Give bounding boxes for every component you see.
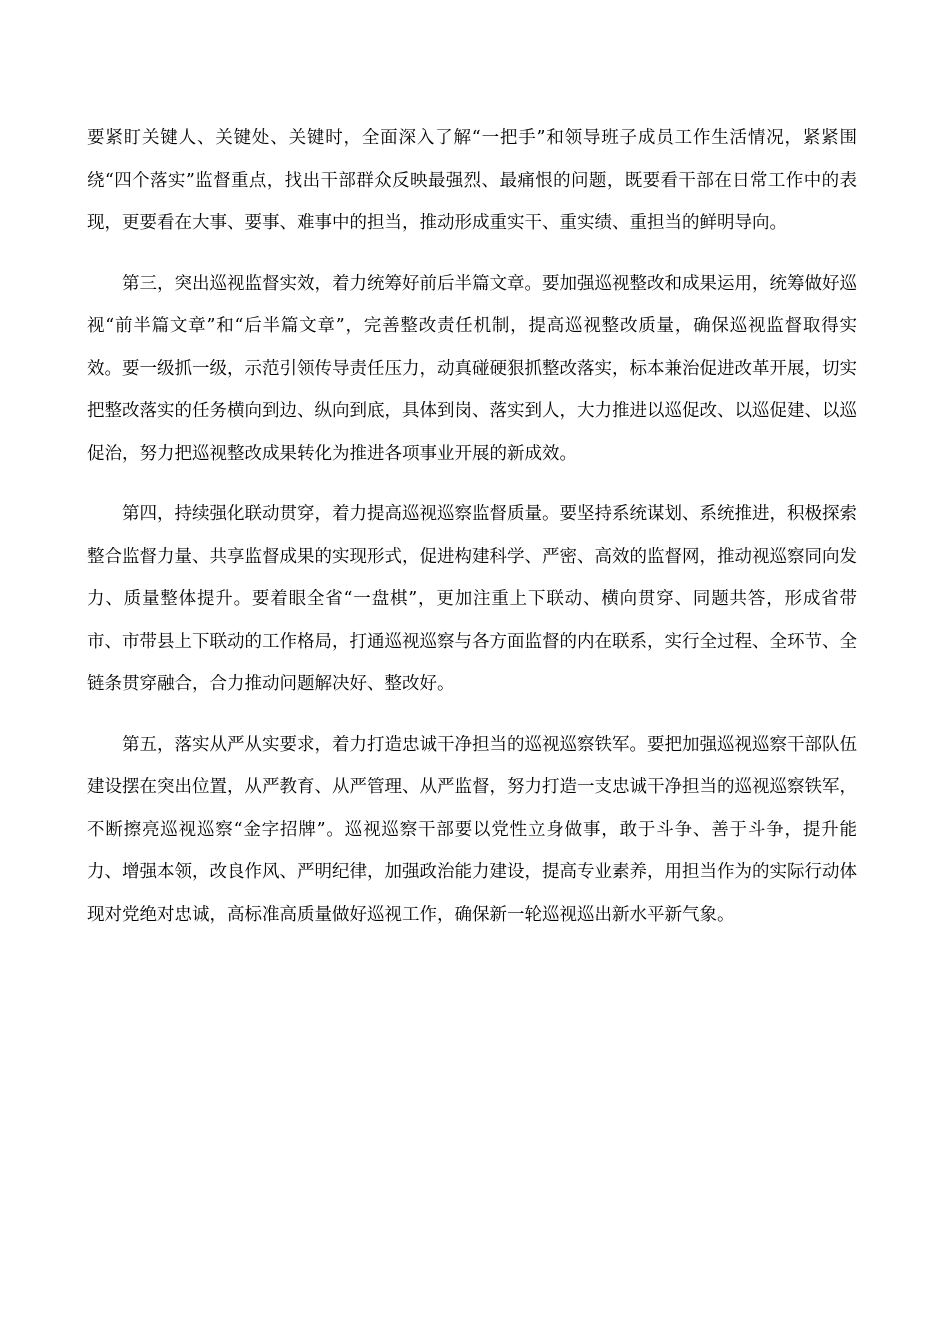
document-body — [87, 117, 857, 936]
paragraph-continuation: 要紧盯关键人、关键处、关键时，全面深入了解“一把手”和领导班子成员工作生活情况，紧紧围绕“四个落实”监督重点，找出干部群众反映最强烈、最痛恨的问题，既要看干部在日常工作中的表现，更要看在大事、要事、难事中的担当，推动形成重实干、重实绩、重担当的鲜明导向。 — [87, 128, 857, 233]
paragraph-third-point: 第三，突出巡视监督实效，着力统筹好前后半篇文章。要加强巡视整改和成果运用，统筹做好巡视“前半篇文章”和“后半篇文章”，完善整改责任机制，提高巡视整改质量，确保巡视监督取得实效。要一级抓一级，示范引领传导责任压力，动真碰硬狠抓整改落实，标本兼治促进改革开展，切实把整改落实的任务横向到边、纵向到底，具体到岗、落实到人，大力推进以巡促改、以巡促建、以巡促治，努力把巡视整改成果转化为推进各项事业开展的新成效。 — [87, 273, 857, 464]
paragraph-fourth-point: 第四，持续强化联动贯穿，着力提高巡视巡察监督质量。要坚持系统谋划、系统推进，积极探索整合监督力量、共享监督成果的实现形式，促进构建科学、严密、高效的监督网，推动视巡察同向发力、质量整体提升。要着眼全省“一盘棋”，更加注重上下联动、横向贯穿、同题共答，形成省带市、市带县上下联动的工作格局，打通巡视巡察与各方面监督的内在联系，实行全过程、全环节、全链条贯穿融合，合力推动问题解决好、整改好。 — [87, 504, 857, 694]
paragraph-fifth-point: 第五，落实从严从实要求，着力打造忠诚干净担当的巡视巡察铁军。要把加强巡视巡察干部队伍建设摆在突出位置，从严教育、从严管理、从严监督，努力打造一支忠诚干净担当的巡视巡察铁军，不断擦亮巡视巡察“金字招牌”。巡视巡察干部要以党性立身做事，敢于斗争、善于斗争，提升能力、增强本领，改良作风、严明纪律，加强政治能力建设，提高专业素养，用担当作为的实际行动体现对党绝对忠诚，高标准高质量做好巡视工作，确保新一轮巡视巡出新水平新气象。 — [87, 734, 857, 925]
